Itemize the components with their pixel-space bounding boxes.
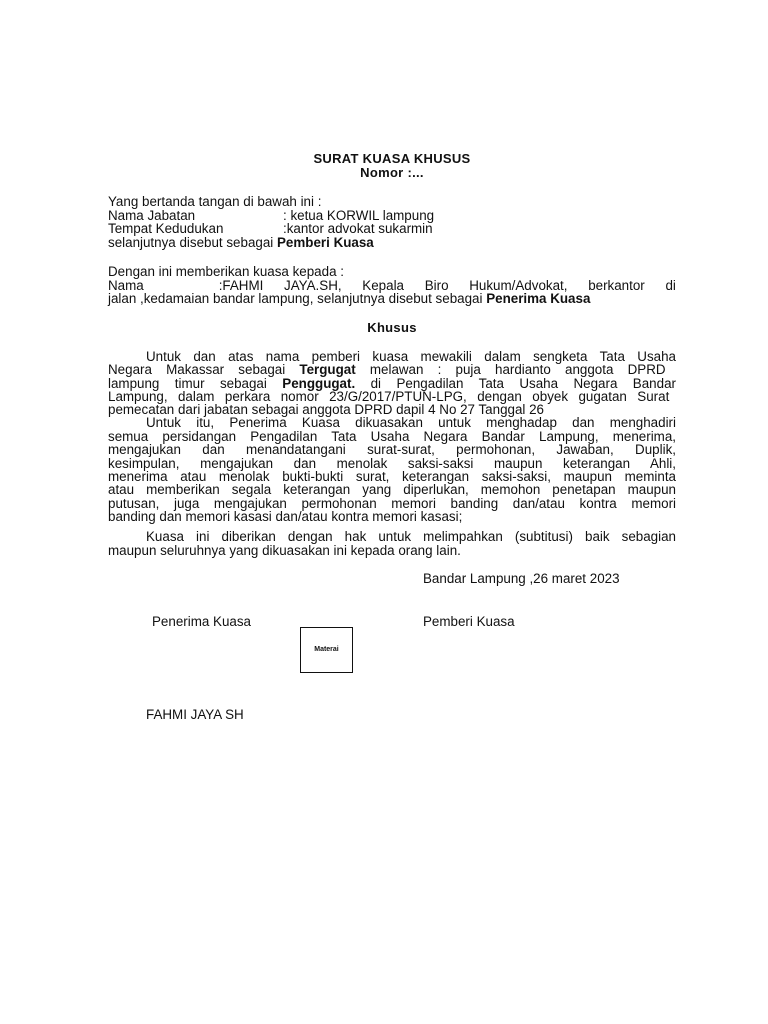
penerima-intro: Dengan ini memberikan kuasa kepada : [108,264,344,279]
para1-line [108,363,676,377]
kedudukan-value: :kantor advokat sukarmin [283,221,433,236]
para3-line: Kuasa ini diberikan dengan hak untuk melimpahkan (subtitusi) baik sebagian [146,529,676,544]
para1-line: pemecatan dari jabatan sebagai anggota DPRD dapil 4 No 27 Tanggal 26 [108,402,544,417]
para2-line: mengajukan dan menandatangani surat-surat, permohonan, Jawaban, Duplik, [108,442,676,457]
penerima-word: :FAHMI [218,278,264,293]
pemberi-selanjutnya-text: selanjutnya disebut sebagai [108,235,277,250]
para1-line: Lampung, dalam perkara nomor 23/G/2017/PTUN-LPG, dengan obyek gugatan Surat [108,389,670,404]
penerima-word: Hukum/Advokat, [469,278,568,293]
pemberi-signature-label: Pemberi Kuasa [423,614,515,629]
penerima-word: Biro [424,278,449,293]
khusus-heading: Khusus [367,320,417,335]
penerima-signature-label: Penerima Kuasa [152,614,251,629]
para2-line: Untuk itu, Penerima Kuasa dikuasakan untuk menghadap dan menghadiri [146,415,676,430]
jabatan-label: Nama Jabatan [108,208,196,223]
kedudukan-label: Tempat Kedudukan [108,221,224,236]
materai-stamp-box [300,627,353,673]
tergugat-label: Tergugat [299,362,356,377]
penerima-word: Nama [108,278,144,293]
para1-text: di Pengadilan Tata Usaha Negara Bandar [355,376,676,391]
para2-line: semua persidangan Pengadilan Tata Usaha Negara Bandar Lampung, menerima, [108,429,676,444]
penerima-address-line [108,292,590,306]
para2-line: banding dan memori kasasi dan/atau kontra memori kasasi; [108,509,463,524]
pemberi-selanjutnya [108,236,374,250]
materai-label: Materai [314,646,339,654]
para2-line: menerima atau menolak bukti-bukti surat, keterangan saksi-saksi, maupun meminta [108,469,676,484]
penerima-word: Kepala [362,278,404,293]
document-title: SURAT KUASA KHUSUS [313,151,471,166]
para1-text: melawan : puja hardianto anggota DPRD [355,362,666,377]
jabatan-value: : ketua KORWIL lampung [283,208,435,223]
para2-line: atau memberikan segala keterangan yang diperlukan, memohon penetapan maupun [108,482,676,497]
place-date: Bandar Lampung ,26 maret 2023 [423,571,620,586]
pemberi-kuasa-label: Pemberi Kuasa [277,235,374,250]
para1-text: Negara Makassar sebagai [108,362,300,377]
penerima-address-text: jalan ,kedamaian bandar lampung, selanjutnya disebut sebagai [108,291,487,306]
penerima-kuasa-label: Penerima Kuasa [486,291,591,306]
penerima-signature-name: FAHMI JAYA SH [146,707,244,722]
penerima-word: berkantor [588,278,645,293]
para1-text: lampung timur sebagai [108,376,283,391]
penggugat-label: Penggugat. [282,376,356,391]
pemberi-intro: Yang bertanda tangan di bawah ini : [108,194,322,209]
penerima-word: JAYA.SH, [284,278,342,293]
para2-line: putusan, juga mengajukan permohonan memori banding dan/atau kontra memori [108,496,676,511]
penerima-word: di [665,278,676,293]
para2-line: kesimpulan, mengajukan dan menolak saksi-saksi maupun keterangan Ahli, [108,456,676,471]
para1-line: Untuk dan atas nama pemberi kuasa mewakili dalam sengketa Tata Usaha [146,349,676,364]
para3-line: maupun seluruhnya yang dikuasakan ini kepada orang lain. [108,543,461,558]
document-number: Nomor :... [360,165,424,180]
